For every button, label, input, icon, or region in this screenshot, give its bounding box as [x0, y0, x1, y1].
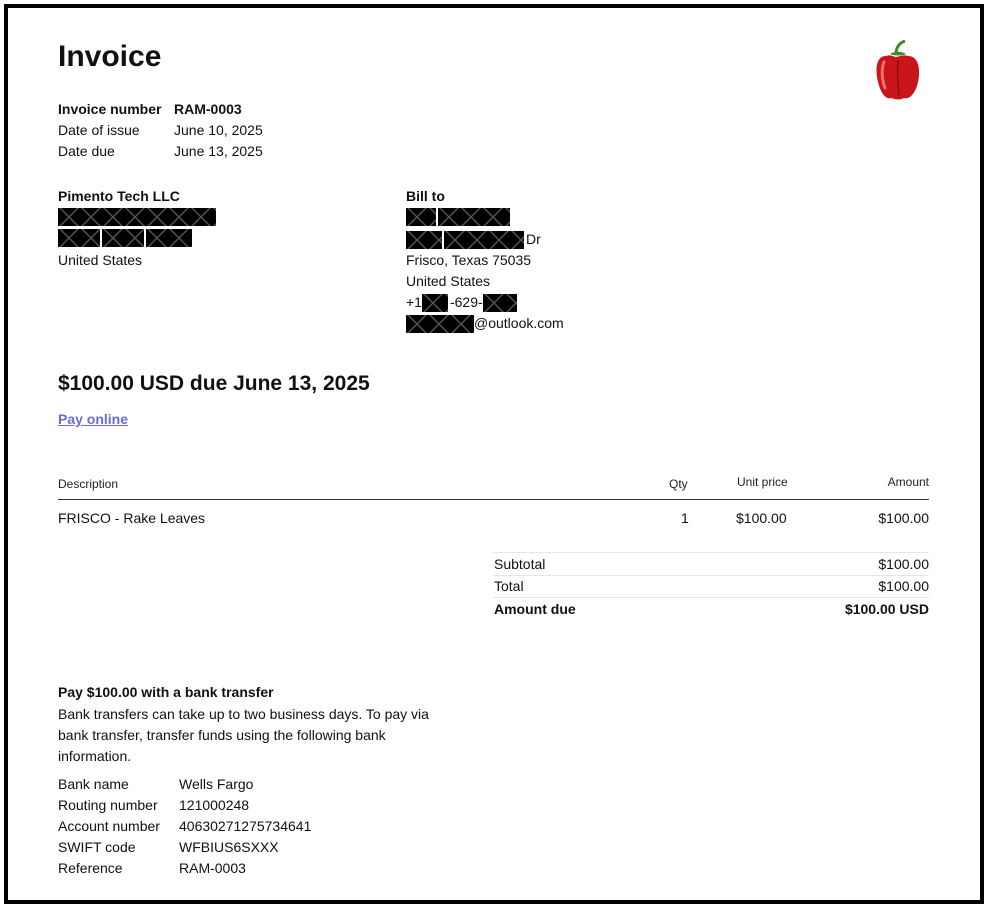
amount-due-label: Amount due [494, 601, 576, 617]
invoice-title: Invoice [58, 40, 162, 73]
bill-to-city-line: Frisco, Texas 75035 [406, 252, 532, 268]
account-number-label: Account number [58, 818, 160, 834]
bank-name-value: Wells Fargo [179, 776, 254, 792]
redaction-block [58, 208, 216, 226]
bill-to-name [406, 208, 512, 226]
totals-divider [493, 552, 929, 553]
from-company-name: Pimento Tech LLC [58, 188, 180, 204]
redaction-block [146, 229, 192, 247]
totals-divider [493, 575, 929, 576]
line-item-description: FRISCO - Rake Leaves [58, 510, 206, 526]
amount-due-value: $100.00 USD [844, 601, 929, 617]
subtotal-label: Subtotal [494, 556, 546, 572]
phone-prefix: +1 [406, 294, 422, 310]
bill-to-phone [406, 292, 519, 313]
column-header-description: Description [58, 477, 119, 491]
pay-online-link[interactable]: Pay online [58, 411, 129, 427]
table-header-divider [58, 499, 929, 500]
bill-to-heading: Bill to [406, 188, 445, 204]
date-due-label: Date due [58, 143, 115, 159]
account-number-row [58, 816, 311, 837]
reference-value: RAM-0003 [179, 860, 246, 876]
phone-middle: -629- [449, 294, 483, 310]
subtotal-value: $100.00 [878, 556, 929, 572]
redaction-block [483, 294, 517, 312]
reference-row [58, 858, 246, 879]
date-due-value: June 13, 2025 [174, 143, 263, 159]
routing-number-row [58, 795, 249, 816]
red-bell-pepper-icon [872, 40, 924, 102]
invoice-number-row [58, 99, 242, 120]
date-of-issue-value: June 10, 2025 [174, 122, 263, 138]
totals-divider [493, 597, 929, 598]
total-label: Total [494, 578, 524, 594]
from-country: United States [58, 252, 143, 268]
email-suffix: @outlook.com [474, 315, 564, 331]
swift-code-value: WFBIUS6SXXX [179, 839, 279, 855]
routing-number-value: 121000248 [179, 797, 250, 813]
bank-transfer-description-1: Bank transfers can take up to two business days. To pay via [58, 706, 429, 722]
total-value: $100.00 [878, 578, 929, 594]
street-suffix: Dr [526, 231, 541, 247]
bank-transfer-description-2: bank transfer, transfer funds using the following bank [58, 727, 386, 743]
swift-code-label: SWIFT code [58, 839, 136, 855]
date-of-issue-row [58, 120, 263, 141]
invoice-number-label: Invoice number [58, 101, 162, 117]
column-header-qty: Qty [669, 477, 688, 491]
account-number-value: 40630271275734641 [179, 818, 312, 834]
date-of-issue-label: Date of issue [58, 122, 140, 138]
redaction-block [438, 208, 510, 226]
invoice-number-value: RAM-0003 [174, 101, 242, 117]
redaction-block [406, 231, 442, 249]
line-item-qty: 1 [681, 510, 689, 526]
redaction-block [406, 208, 436, 226]
redaction-block [102, 229, 144, 247]
from-address-line-1 [58, 208, 218, 226]
bill-to-street [406, 229, 541, 250]
redaction-block [422, 294, 448, 312]
redaction-block [444, 231, 524, 249]
bank-name-label: Bank name [58, 776, 129, 792]
bank-name-row [58, 774, 253, 795]
column-header-amount: Amount [887, 475, 929, 489]
date-due-row [58, 141, 263, 162]
redaction-block [406, 315, 474, 333]
bill-to-country: United States [406, 273, 491, 289]
line-item-amount: $100.00 [878, 510, 929, 526]
bank-transfer-description-3: information. [58, 748, 132, 764]
routing-number-label: Routing number [58, 797, 158, 813]
reference-label: Reference [58, 860, 123, 876]
amount-due-headline: $100.00 USD due June 13, 2025 [58, 372, 370, 395]
swift-code-row [58, 837, 279, 858]
bill-to-email [406, 313, 564, 334]
column-header-unit-price: Unit price [737, 475, 788, 489]
bank-transfer-heading: Pay $100.00 with a bank transfer [58, 684, 274, 700]
line-item-unit-price: $100.00 [736, 510, 787, 526]
from-address-line-2 [58, 229, 194, 247]
redaction-block [58, 229, 100, 247]
